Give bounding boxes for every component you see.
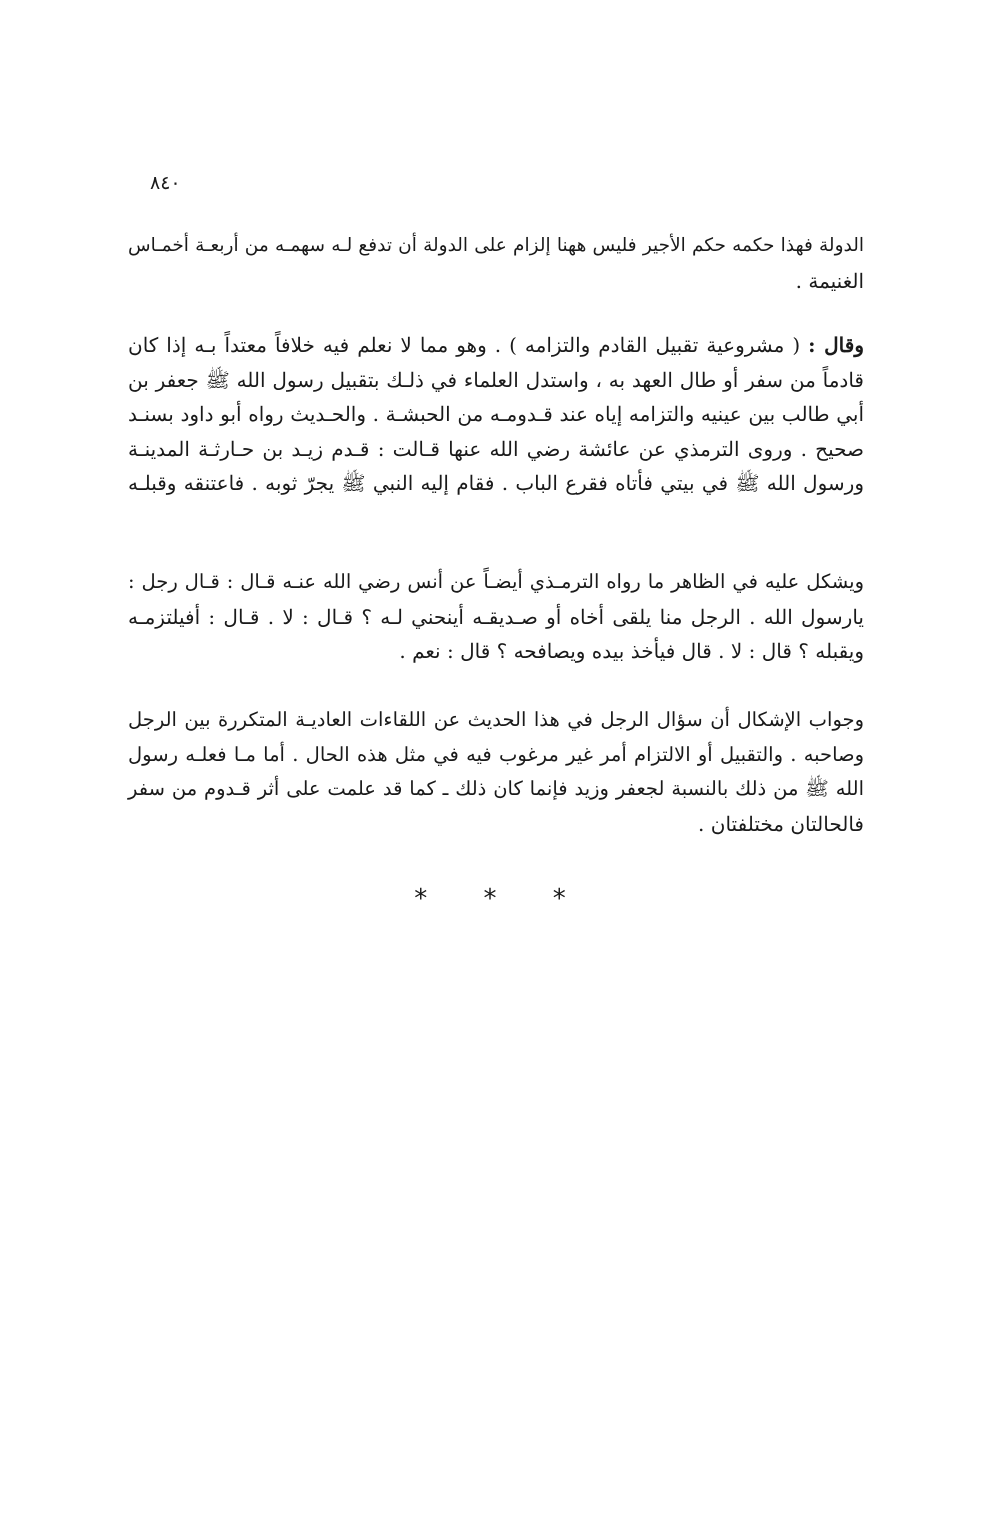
- text-line: الدولة فهذا حكمه حكم الأجير فليس ههنا إلزام على الدولة أن تدفع لـه سهمـه من أربعـة أخمـاس: [128, 235, 864, 256]
- text-line: يارسول الله . الرجل منا يلقى أخاه أو صـديقـه أينحني لـه ؟ قـال : لا . قـال : أفيلتزمـه: [128, 604, 864, 629]
- text-line: قادماً من سفر أو طال العهد به ، واستدل العلماء في ذلـك بتقبيل رسول الله ﷺ جعفر بن: [128, 367, 864, 392]
- paragraph-4: [128, 703, 864, 841]
- text-line: وجواب الإشكال أن سؤال الرجل في هذا الحديث عن اللقاءات العاديـة المتكررة بين الرجل: [128, 708, 864, 731]
- paragraph-lead: وقال :: [808, 333, 864, 357]
- paragraph-3: [128, 565, 864, 669]
- paragraph-1: [128, 229, 864, 298]
- text-line: الله ﷺ من ذلك بالنسبة لجعفر وزيد فإنما كان ذلك ـ كما قد علمت على أثر قـدوم من سفر: [128, 777, 864, 800]
- text-line: ويقبله ؟ قال : لا . قال فيأخذ بيده ويصافحه ؟ قال : نعم .: [399, 639, 864, 663]
- text-line: صحيح . وروى الترمذي عن عائشة رضي الله عنها قـالت : قـدم زيـد بن حـارثـة المدينـة: [128, 436, 864, 461]
- text-line: الغنيمة .: [795, 268, 864, 293]
- text-line-rest: ( مشروعية تقبيل القادم والتزامه ) . وهو مما لا نعلم فيه خلافاً معتداً بـه إذا كان: [128, 333, 801, 357]
- text-line-with-lead: [128, 328, 864, 363]
- text-line: فالحالتان مختلفتان .: [698, 811, 864, 836]
- text-line: وصاحبه . والتقبيل أو الالتزام أمر غير مرغوب فيه في مثل هذه الحال . أما مـا فعلـه رسول: [128, 742, 864, 766]
- text-line: ويشكل عليه في الظاهر ما رواه الترمـذي أيضـاً عن أنس رضي الله عنـه قـال : قـال رجل :: [128, 570, 864, 593]
- section-separator: * * *: [414, 884, 590, 914]
- paragraph-2: [128, 328, 864, 501]
- page-number: ٨٤٠: [150, 172, 181, 194]
- text-line: ورسول الله ﷺ في بيتي فأتاه فقرع الباب . فقام إليه النبي ﷺ يجرّ ثوبه . فاعتنقه وقبلـه: [128, 471, 864, 495]
- text-line: أبي طالب بين عينيه والتزامه إياه عند قـدومـه من الحبشـة . والحـديث رواه أبو داود بسنـد: [128, 402, 864, 426]
